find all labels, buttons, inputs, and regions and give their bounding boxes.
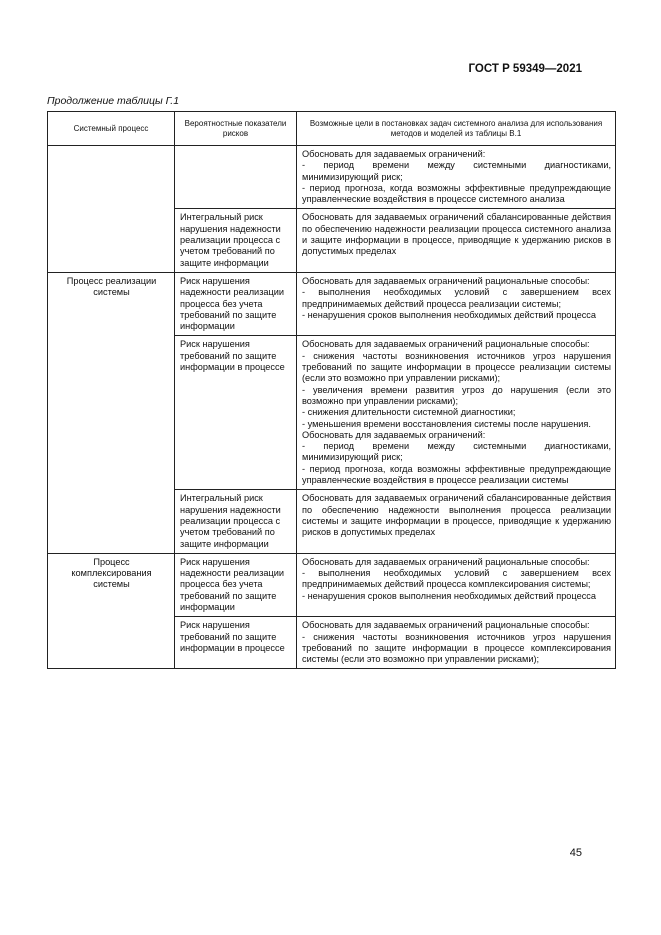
indicator-cell: Риск нарушения требований по защите информации в процессе — [175, 617, 297, 669]
column-header-indicators: Вероятностные показатели рисков — [175, 112, 297, 146]
table-row — [48, 553, 616, 616]
page-number: 45 — [569, 847, 582, 859]
goal-cell — [297, 209, 616, 272]
indicator-cell: Риск нарушения надежности реализации процесса без учета требований по защите информации — [175, 272, 297, 335]
goal-line: - ненарушения сроков выполнения необходимых действий процесса — [302, 590, 596, 601]
indicator-cell: Интегральный риск нарушения надежности реализации процесса с учетом требований по защите информации — [175, 209, 297, 272]
table-continuation-label: Продолжение таблицы Г.1 — [47, 95, 180, 107]
goal-line: - снижения длительности системной диагностики; — [302, 407, 516, 418]
goal-line: Обосновать для задаваемых ограничений рациональные способы: — [302, 556, 590, 567]
goal-line: Обосновать для задаваемых ограничений рациональные способы: — [302, 275, 590, 286]
process-cell: Процесс реализации системы — [48, 272, 175, 553]
risk-goals-table — [47, 111, 616, 669]
goal-line: - снижения частоты возникновения источников угроз нарушения требований по защите информации в процессе реализации системы (если это возможно при управлении рисками); — [302, 350, 611, 384]
document-code: ГОСТ Р 59349—2021 — [468, 63, 582, 75]
column-header-process: Системный процесс — [48, 112, 175, 146]
goal-line: Обосновать для задаваемых ограничений: — [302, 429, 486, 440]
indicator-cell: Риск нарушения надежности реализации процесса без учета требований по защите информации — [175, 553, 297, 616]
indicator-cell: Интегральный риск нарушения надежности реализации процесса с учетом требований по защите информации — [175, 490, 297, 553]
column-header-goals: Возможные цели в постановках задач системного анализа для использования методов и моделей из таблицы В.1 — [297, 112, 616, 146]
goal-cell — [297, 272, 616, 335]
process-cell — [48, 146, 175, 273]
goal-line: Обосновать для задаваемых ограничений: — [302, 149, 486, 159]
process-cell: Процесс комплексирования системы — [48, 553, 175, 669]
table-header-row — [48, 112, 616, 146]
goal-line: Обосновать для задаваемых ограничений рациональные способы: — [302, 339, 590, 350]
goal-line: - снижения частоты возникновения источников угроз нарушения требований по защите информации в процессе комплексирования системы (если это возможно при управлении рисками); — [302, 631, 611, 665]
goal-line: Обосновать для задаваемых ограничений сбалансированные действия по обеспечению надежности выполнения процесса реализации системы и защите информации в процессе, приводящие к удержанию рисков в допустимых пределах — [302, 493, 611, 538]
indicator-cell — [175, 146, 297, 209]
indicator-cell: Риск нарушения требований по защите информации в процессе — [175, 336, 297, 490]
goal-line: - период прогноза, когда возможны эффективные предупреждающие управленческие воздействия в процессе реализации системы — [302, 463, 611, 486]
table-row — [48, 272, 616, 335]
goal-line: - уменьшения времени восстановления системы после нарушения. — [302, 418, 591, 429]
goal-line: - увеличения времени развития угроз до нарушения (если это возможно при управлении рисками); — [302, 384, 611, 406]
goal-cell — [297, 146, 616, 209]
goal-line: - выполнения необходимых условий с завершением всех предпринимаемых действий процесса реализации системы; — [302, 287, 611, 309]
goal-line: - выполнения необходимых условий с завершением всех предпринимаемых действий процесса комплексирования системы; — [302, 568, 611, 590]
goal-line: - период времени между системными диагностиками, минимизирующий риск; — [302, 160, 611, 182]
goal-line: - период прогноза, когда возможны эффективные предупреждающие управленческие воздействия в процессе системного анализа — [302, 182, 611, 205]
goal-line: Обосновать для задаваемых ограничений рациональные способы: — [302, 620, 590, 631]
table-row — [48, 146, 616, 209]
goal-cell — [297, 336, 616, 490]
goal-line: - период времени между системными диагностиками, минимизирующий риск; — [302, 441, 611, 463]
goal-line: Обосновать для задаваемых ограничений сбалансированные действия по обеспечению надежности реализации процесса системного анализа и защите информации в процессе, приводящие к удержанию рисков в допустимых пределах — [302, 212, 611, 257]
goal-cell — [297, 617, 616, 669]
goal-cell — [297, 490, 616, 553]
goal-cell — [297, 553, 616, 616]
goal-line: - ненарушения сроков выполнения необходимых действий процесса — [302, 309, 596, 320]
